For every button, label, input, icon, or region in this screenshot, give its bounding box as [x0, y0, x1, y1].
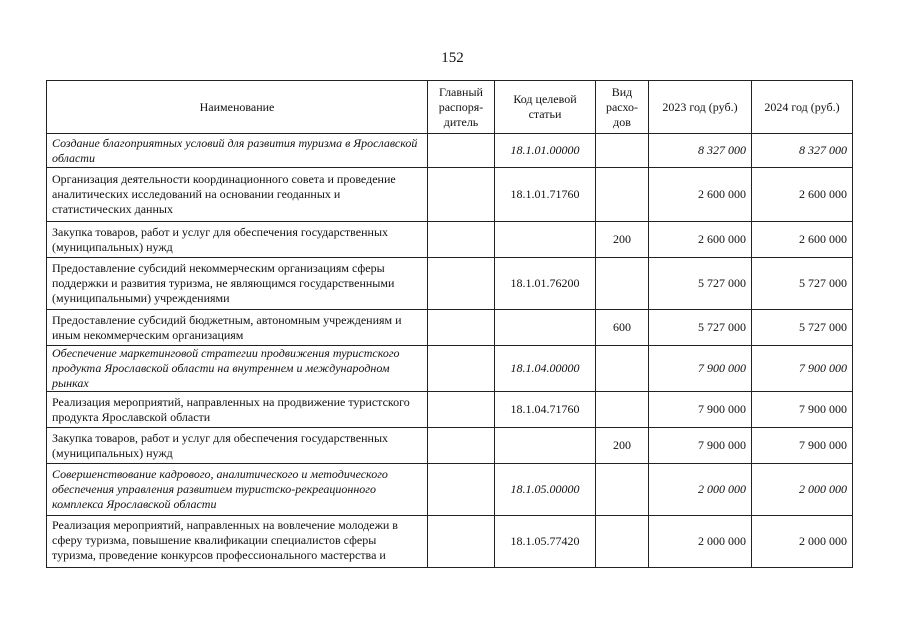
row-administrator-cell	[428, 392, 495, 428]
row-name-cell: Совершенствование кадрового, аналитического и методического обеспечения управления развитием туристско-рекреационного комплекса Ярославской области	[47, 464, 428, 516]
row-2023-amount-cell: 8 327 000	[649, 134, 752, 168]
table-row	[47, 310, 853, 346]
header-administrator: Главный распоря- дитель	[428, 81, 495, 134]
table-row	[47, 392, 853, 428]
header-expense-type: Вид расхо- дов	[596, 81, 649, 134]
row-administrator-cell	[428, 258, 495, 310]
header-code: Код целевой статьи	[495, 81, 596, 134]
row-code-cell	[495, 310, 596, 346]
row-name-cell: Реализация мероприятий, направленных на продвижение туристского продукта Ярославской области	[47, 392, 428, 428]
row-administrator-cell	[428, 516, 495, 568]
row-2024-amount-cell: 7 900 000	[752, 428, 853, 464]
row-2024-amount-cell: 2 000 000	[752, 516, 853, 568]
row-code-cell	[495, 222, 596, 258]
row-code-cell: 18.1.05.77420	[495, 516, 596, 568]
row-code-cell: 18.1.04.00000	[495, 346, 596, 392]
row-expense-type-cell	[596, 168, 649, 222]
budget-table	[46, 80, 853, 568]
row-name-cell: Предоставление субсидий бюджетным, автономным учреждениям и иным некоммерческим организациям	[47, 310, 428, 346]
row-2024-amount-cell: 2 000 000	[752, 464, 853, 516]
table-row	[47, 428, 853, 464]
table-row	[47, 464, 853, 516]
row-2024-amount-cell: 7 900 000	[752, 346, 853, 392]
row-2024-amount-cell: 7 900 000	[752, 392, 853, 428]
row-2023-amount-cell: 5 727 000	[649, 310, 752, 346]
row-code-cell: 18.1.04.71760	[495, 392, 596, 428]
row-name-cell: Закупка товаров, работ и услуг для обеспечения государственных (муниципальных) нужд	[47, 428, 428, 464]
row-code-cell: 18.1.01.00000	[495, 134, 596, 168]
row-administrator-cell	[428, 464, 495, 516]
table-row	[47, 222, 853, 258]
row-expense-type-cell	[596, 464, 649, 516]
page-number: 152	[441, 50, 464, 66]
table-row	[47, 258, 853, 310]
row-name-cell: Создание благоприятных условий для развития туризма в Ярославской области	[47, 134, 428, 168]
table-row	[47, 346, 853, 392]
row-expense-type-cell: 600	[596, 310, 649, 346]
row-name-cell: Предоставление субсидий некоммерческим организациям сферы поддержки и развития туризма, не являющимся государственными (муниципальными) учреждениями	[47, 258, 428, 310]
header-year-2024: 2024 год (руб.)	[752, 81, 853, 134]
row-name-cell: Реализация мероприятий, направленных на вовлечение молодежи в сферу туризма, повышение квалификации специалистов сферы туризма, проведение конкурсов профессионального мастерства и	[47, 516, 428, 568]
row-2023-amount-cell: 7 900 000	[649, 428, 752, 464]
row-administrator-cell	[428, 134, 495, 168]
row-code-cell	[495, 428, 596, 464]
row-administrator-cell	[428, 428, 495, 464]
row-administrator-cell	[428, 346, 495, 392]
row-expense-type-cell	[596, 346, 649, 392]
row-name-cell: Закупка товаров, работ и услуг для обеспечения государственных (муниципальных) нужд	[47, 222, 428, 258]
row-code-cell: 18.1.01.76200	[495, 258, 596, 310]
row-administrator-cell	[428, 222, 495, 258]
row-expense-type-cell	[596, 392, 649, 428]
row-name-cell: Обеспечение маркетинговой стратегии продвижения туристского продукта Ярославской области на внутреннем и международном рынках	[47, 346, 428, 392]
table-row	[47, 168, 853, 222]
row-expense-type-cell	[596, 134, 649, 168]
row-2023-amount-cell: 2 000 000	[649, 464, 752, 516]
row-2023-amount-cell: 2 600 000	[649, 222, 752, 258]
row-expense-type-cell: 200	[596, 428, 649, 464]
header-name: Наименование	[47, 81, 428, 134]
table-row	[47, 516, 853, 568]
row-2024-amount-cell: 2 600 000	[752, 222, 853, 258]
row-administrator-cell	[428, 168, 495, 222]
row-expense-type-cell: 200	[596, 222, 649, 258]
table-row	[47, 134, 853, 168]
header-year-2023: 2023 год (руб.)	[649, 81, 752, 134]
row-expense-type-cell	[596, 516, 649, 568]
table-header-row	[47, 81, 853, 134]
row-code-cell: 18.1.01.71760	[495, 168, 596, 222]
row-2023-amount-cell: 7 900 000	[649, 346, 752, 392]
row-2024-amount-cell: 2 600 000	[752, 168, 853, 222]
row-2023-amount-cell: 5 727 000	[649, 258, 752, 310]
row-code-cell: 18.1.05.00000	[495, 464, 596, 516]
row-2023-amount-cell: 2 600 000	[649, 168, 752, 222]
row-2024-amount-cell: 8 327 000	[752, 134, 853, 168]
row-administrator-cell	[428, 310, 495, 346]
row-name-cell: Организация деятельности координационного совета и проведение аналитических исследований на основании геоданных и статистических данных	[47, 168, 428, 222]
row-2024-amount-cell: 5 727 000	[752, 258, 853, 310]
row-2024-amount-cell: 5 727 000	[752, 310, 853, 346]
row-2023-amount-cell: 2 000 000	[649, 516, 752, 568]
row-2023-amount-cell: 7 900 000	[649, 392, 752, 428]
row-expense-type-cell	[596, 258, 649, 310]
